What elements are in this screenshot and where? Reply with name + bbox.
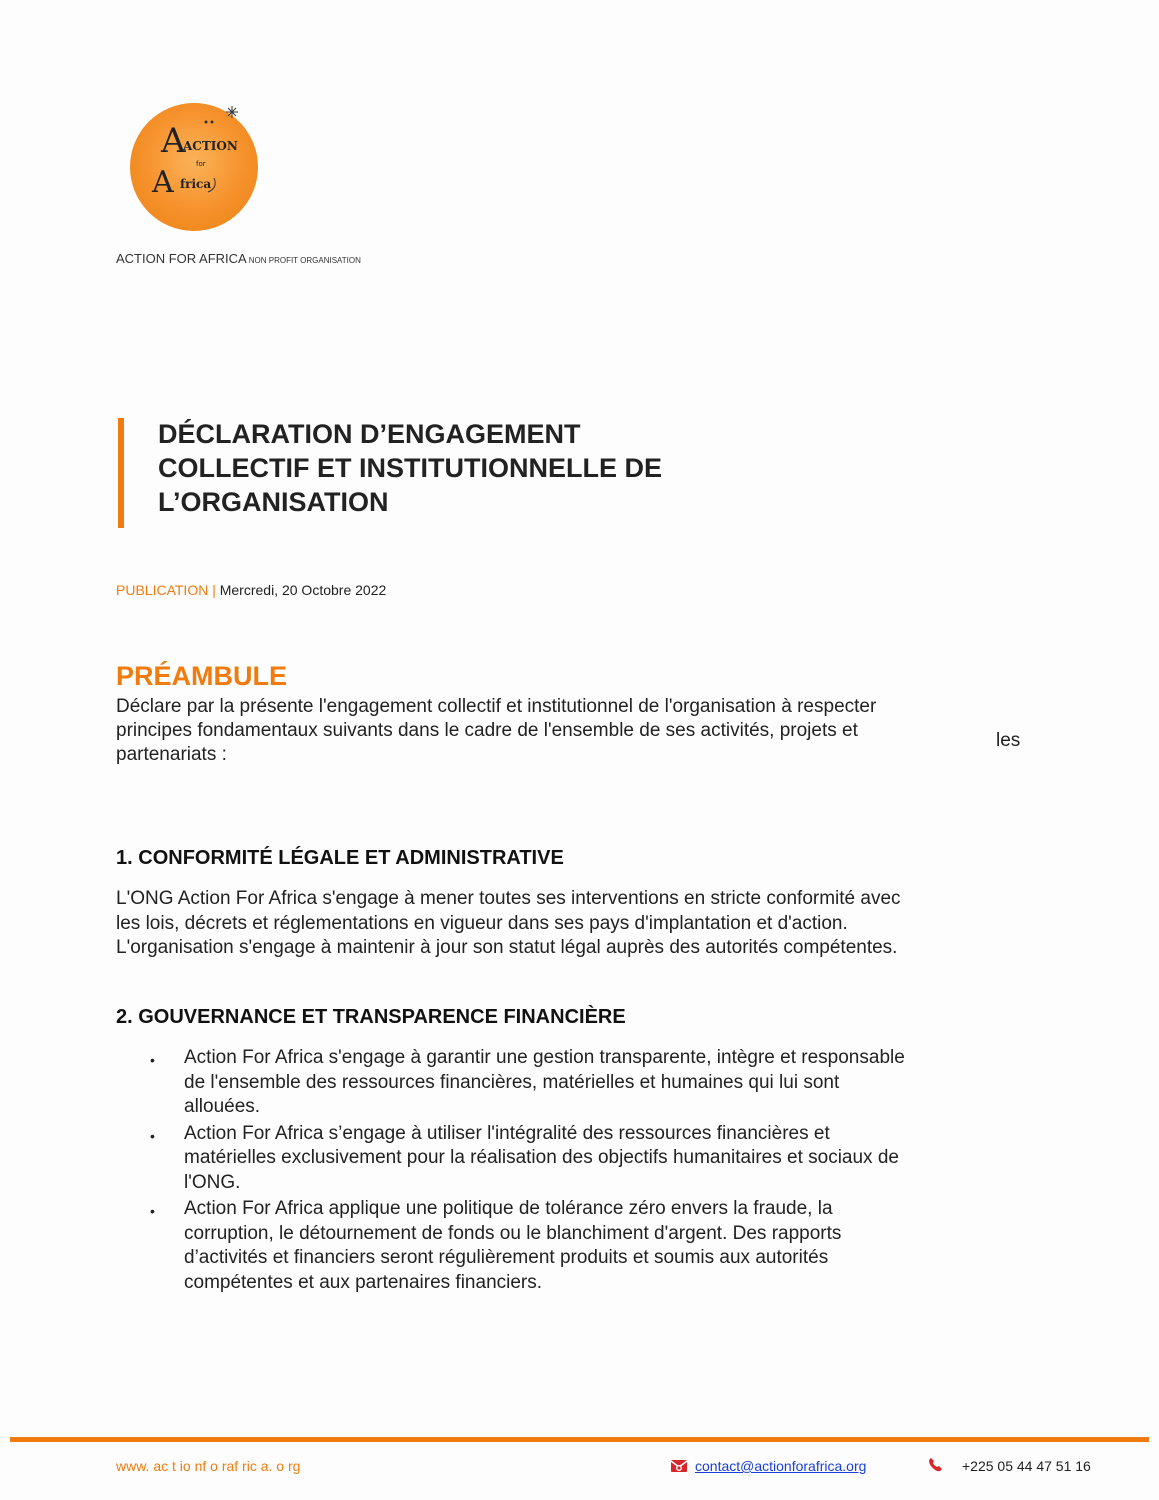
logo-text-line2: for: [196, 160, 206, 168]
organization-subtitle: NON PROFIT ORGANISATION: [248, 256, 361, 265]
preamble-heading: PRÉAMBULE: [116, 661, 288, 691]
preamble-line: Déclare par la présente l'engagement collectif et institutionnel de l'organisation à respecter: [116, 696, 877, 717]
footer-divider: [10, 1437, 1149, 1442]
bullet-icon: •: [150, 1127, 155, 1144]
section-1-line: L'organisation s'engage à maintenir à jour son statut légal auprès des autorités compétentes.: [116, 937, 898, 958]
footer-email-link[interactable]: contact@actionforafrica.org: [695, 1458, 867, 1474]
section-1-body: [116, 887, 996, 961]
list-item-line: Action For Africa applique une politique de tolérance zéro envers la fraude, la: [184, 1198, 833, 1219]
logo-text-line1: ACTION: [183, 139, 238, 153]
list-item-line: matérielles exclusivement pour la réalisation des objectifs humanitaires et sociaux de: [184, 1147, 899, 1168]
list-item: [150, 1122, 990, 1196]
bullet-icon: •: [150, 1203, 155, 1219]
list-item: [150, 1046, 990, 1120]
publication-separator: |: [212, 582, 216, 598]
section-title: CONFORMITÉ LÉGALE ET ADMINISTRATIVE: [138, 847, 564, 869]
title-line: COLLECTIF ET INSTITUTIONNELLE DE: [158, 453, 662, 483]
footer-website[interactable]: www. ac t io nf o raf ric a. o rg: [116, 1458, 301, 1474]
preamble-floating-word: les: [996, 730, 1021, 751]
publication-date: Mercredi, 20 Octobre 2022: [219, 582, 387, 598]
list-item-line: corruption, le détournement de fonds ou le blanchiment d'argent. Des rapports: [184, 1222, 842, 1244]
list-item: [150, 1197, 990, 1295]
svg-text:A: A: [161, 121, 186, 161]
organization-name: ACTION FOR AFRICA: [116, 251, 247, 266]
list-item-line: compétentes et aux partenaires financiers.: [184, 1271, 543, 1293]
preamble-line: principes fondamentaux suivants dans le cadre de l'ensemble de ses activités, projets et: [116, 720, 858, 741]
svg-text:A: A: [152, 165, 174, 200]
preamble-line: partenariats :: [116, 744, 227, 765]
phone-icon: [927, 1456, 945, 1474]
list-item-line: allouées.: [184, 1096, 261, 1117]
preamble-paragraph: [116, 695, 946, 767]
section-1-line: L'ONG Action For Africa s'engage à mener toutes ses interventions en stricte conformité avec: [116, 888, 901, 909]
bullet-icon: •: [150, 1052, 155, 1068]
list-item-line: l'ONG.: [184, 1171, 241, 1193]
mail-icon: [670, 1458, 688, 1474]
publication-label: PUBLICATION: [116, 582, 209, 598]
title-line: DÉCLARATION D’ENGAGEMENT: [158, 419, 581, 449]
title-line: L’ORGANISATION: [158, 487, 389, 517]
section-2-heading: [116, 1006, 626, 1029]
section-number: 2.: [116, 1006, 133, 1028]
list-item-line: d’activités et financiers seront régulièrement produits et soumis aux autorités: [184, 1247, 829, 1268]
section-2-bullet-list: [150, 1046, 990, 1297]
section-title: GOUVERNANCE ET TRANSPARENCE FINANCIÈRE: [138, 1006, 626, 1028]
footer-phone-number: +225 05 44 47 51 16: [962, 1458, 1091, 1474]
list-item-line: de l'ensemble des ressources financières, matérielles et humaines qui lui sont: [184, 1071, 840, 1093]
section-1-line: les lois, décrets et réglementations en vigueur dans ses pays d'implantation et d'action.: [116, 912, 848, 934]
document-title: [158, 417, 662, 519]
section-1-heading: [116, 847, 564, 870]
list-item-line: Action For Africa s'engage à garantir une gestion transparente, intègre et responsable: [184, 1047, 905, 1068]
list-item-line: Action For Africa s’engage à utiliser l'intégralité des ressources financières et: [184, 1122, 830, 1144]
organization-logo: [128, 100, 262, 234]
section-number: 1.: [116, 847, 133, 869]
logo-text-line3: frica: [180, 177, 212, 191]
organization-name-line: [116, 251, 361, 266]
title-accent-bar: [118, 418, 124, 528]
publication-line: [116, 582, 386, 598]
